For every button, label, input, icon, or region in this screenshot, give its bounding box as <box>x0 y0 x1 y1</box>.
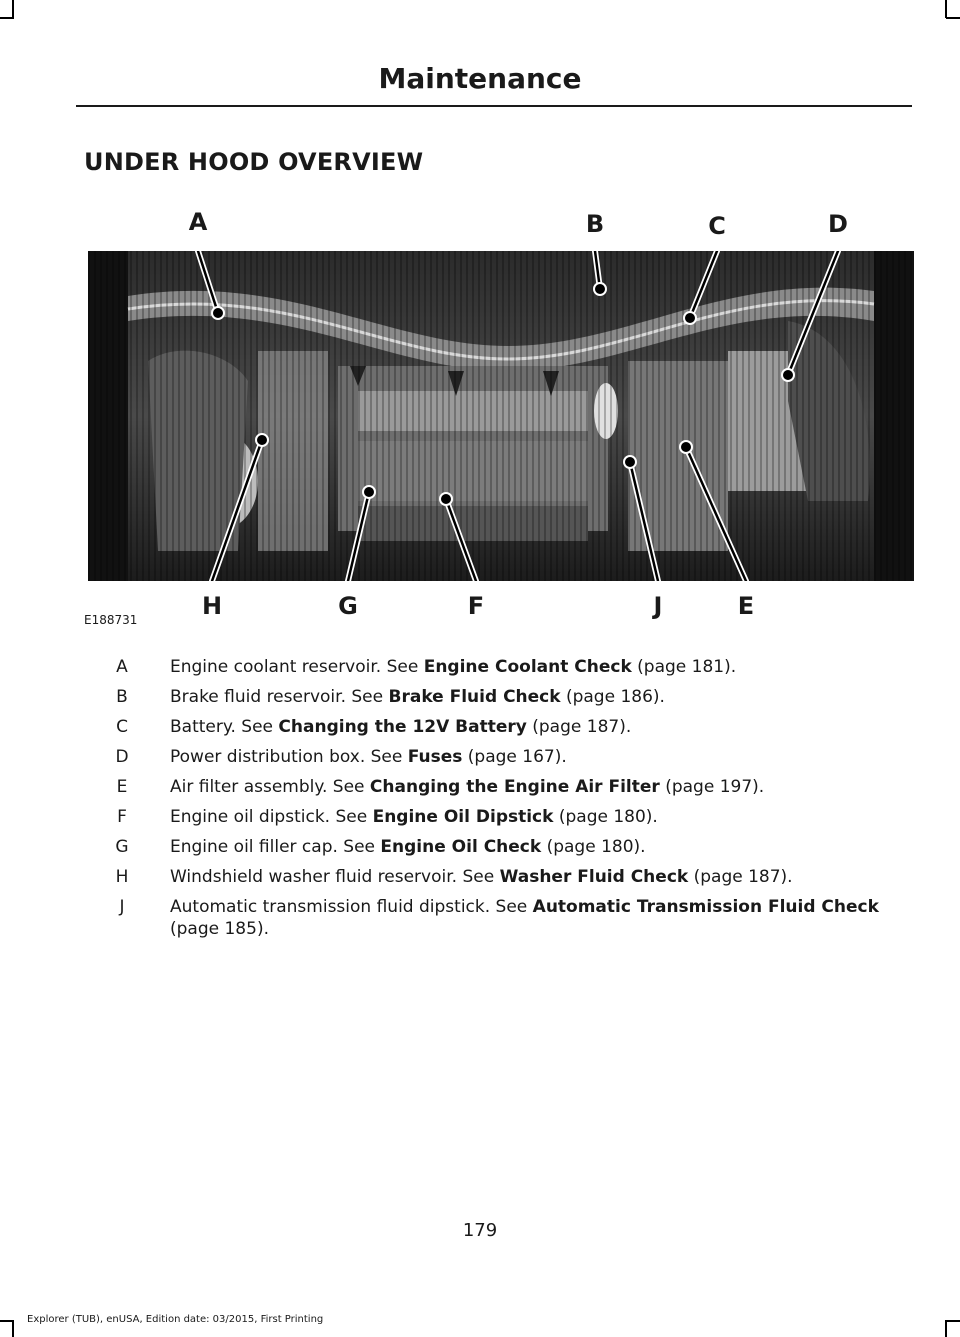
legend-link[interactable]: Brake Fluid Check <box>388 687 561 707</box>
legend-link[interactable]: Automatic Transmission Fluid Check <box>532 897 879 917</box>
legend-page: (page 180). <box>553 807 658 827</box>
legend-text: Air filter assembly. See <box>170 777 370 797</box>
crop-mark-bottom-left <box>12 1320 14 1337</box>
callout-letter-j: J <box>653 592 663 620</box>
callout-letter-e: E <box>737 592 755 620</box>
callout-letter-a: A <box>188 208 208 236</box>
legend-text: Windshield washer fluid reservoir. See <box>170 867 500 887</box>
legend-letter: B <box>116 687 128 707</box>
crop-mark-top-right <box>946 17 960 19</box>
page-title: UNDER HOOD OVERVIEW <box>84 148 424 176</box>
legend-page: (page 186). <box>560 687 665 707</box>
legend-letter: F <box>117 807 127 827</box>
legend-page: (page 185). <box>170 919 269 939</box>
crop-mark-bottom-left <box>0 1320 14 1322</box>
footer-edition-info: Explorer (TUB), enUSA, Edition date: 03/2015, First Printing <box>27 1314 324 1325</box>
legend-letter: C <box>116 717 128 737</box>
legend-link[interactable]: Fuses <box>407 747 463 767</box>
page-number: 179 <box>462 1220 498 1241</box>
legend-text: Engine coolant reservoir. See <box>170 657 424 677</box>
legend-page: (page 187). <box>526 717 632 737</box>
legend-description <box>170 866 890 888</box>
legend-description <box>170 806 890 828</box>
engine-bay-illustration <box>88 251 914 581</box>
legend-link[interactable]: Engine Coolant Check <box>423 657 632 677</box>
legend-letter: E <box>116 777 128 797</box>
legend-letter: A <box>116 657 128 677</box>
legend-description <box>170 746 890 768</box>
legend-page: (page 197). <box>659 777 765 797</box>
legend-link[interactable]: Washer Fluid Check <box>499 867 689 887</box>
legend-letter: J <box>119 897 125 917</box>
callout-letter-f: F <box>467 592 485 620</box>
callout-letter-b: B <box>585 210 605 238</box>
legend-link[interactable]: Engine Oil Check <box>380 837 542 857</box>
crop-mark-top-right <box>945 0 947 18</box>
legend-description <box>170 776 890 798</box>
legend-link[interactable]: Changing the Engine Air Filter <box>369 777 660 797</box>
crop-mark-bottom-right <box>946 1320 960 1322</box>
header-divider <box>76 105 912 107</box>
callout-letter-h: H <box>201 592 223 620</box>
legend-description <box>170 836 890 858</box>
legend-text: Engine oil filler cap. See <box>170 837 381 857</box>
legend-link[interactable]: Engine Oil Dipstick <box>372 807 554 827</box>
figure-id: E188731 <box>84 613 138 627</box>
legend-page: (page 180). <box>541 837 646 857</box>
crop-mark-top-left <box>0 17 14 19</box>
callout-letter-g: G <box>338 592 358 620</box>
callout-letter-d: D <box>828 210 848 238</box>
legend-letter: G <box>115 837 129 857</box>
crop-mark-top-left <box>12 0 14 18</box>
legend-text: Battery. See <box>170 717 279 737</box>
legend-page: (page 187). <box>688 867 793 887</box>
legend-link[interactable]: Changing the 12V Battery <box>278 717 527 737</box>
engine-bay-image <box>88 251 914 581</box>
legend-text: Brake fluid reservoir. See <box>170 687 389 707</box>
section-header: Maintenance <box>378 62 582 95</box>
crop-mark-bottom-right <box>945 1320 947 1337</box>
legend-letter: H <box>115 867 129 887</box>
legend-text: Power distribution box. See <box>170 747 408 767</box>
legend-text: Automatic transmission fluid dipstick. See <box>170 897 533 917</box>
legend-page: (page 167). <box>462 747 567 767</box>
legend-text: Engine oil dipstick. See <box>170 807 373 827</box>
legend-description <box>170 686 890 708</box>
legend-description <box>170 656 890 678</box>
legend-page: (page 181). <box>631 657 737 677</box>
legend-description <box>170 896 890 940</box>
legend-letter: D <box>115 747 129 767</box>
legend-description <box>170 716 890 738</box>
callout-letter-c: C <box>708 212 726 240</box>
